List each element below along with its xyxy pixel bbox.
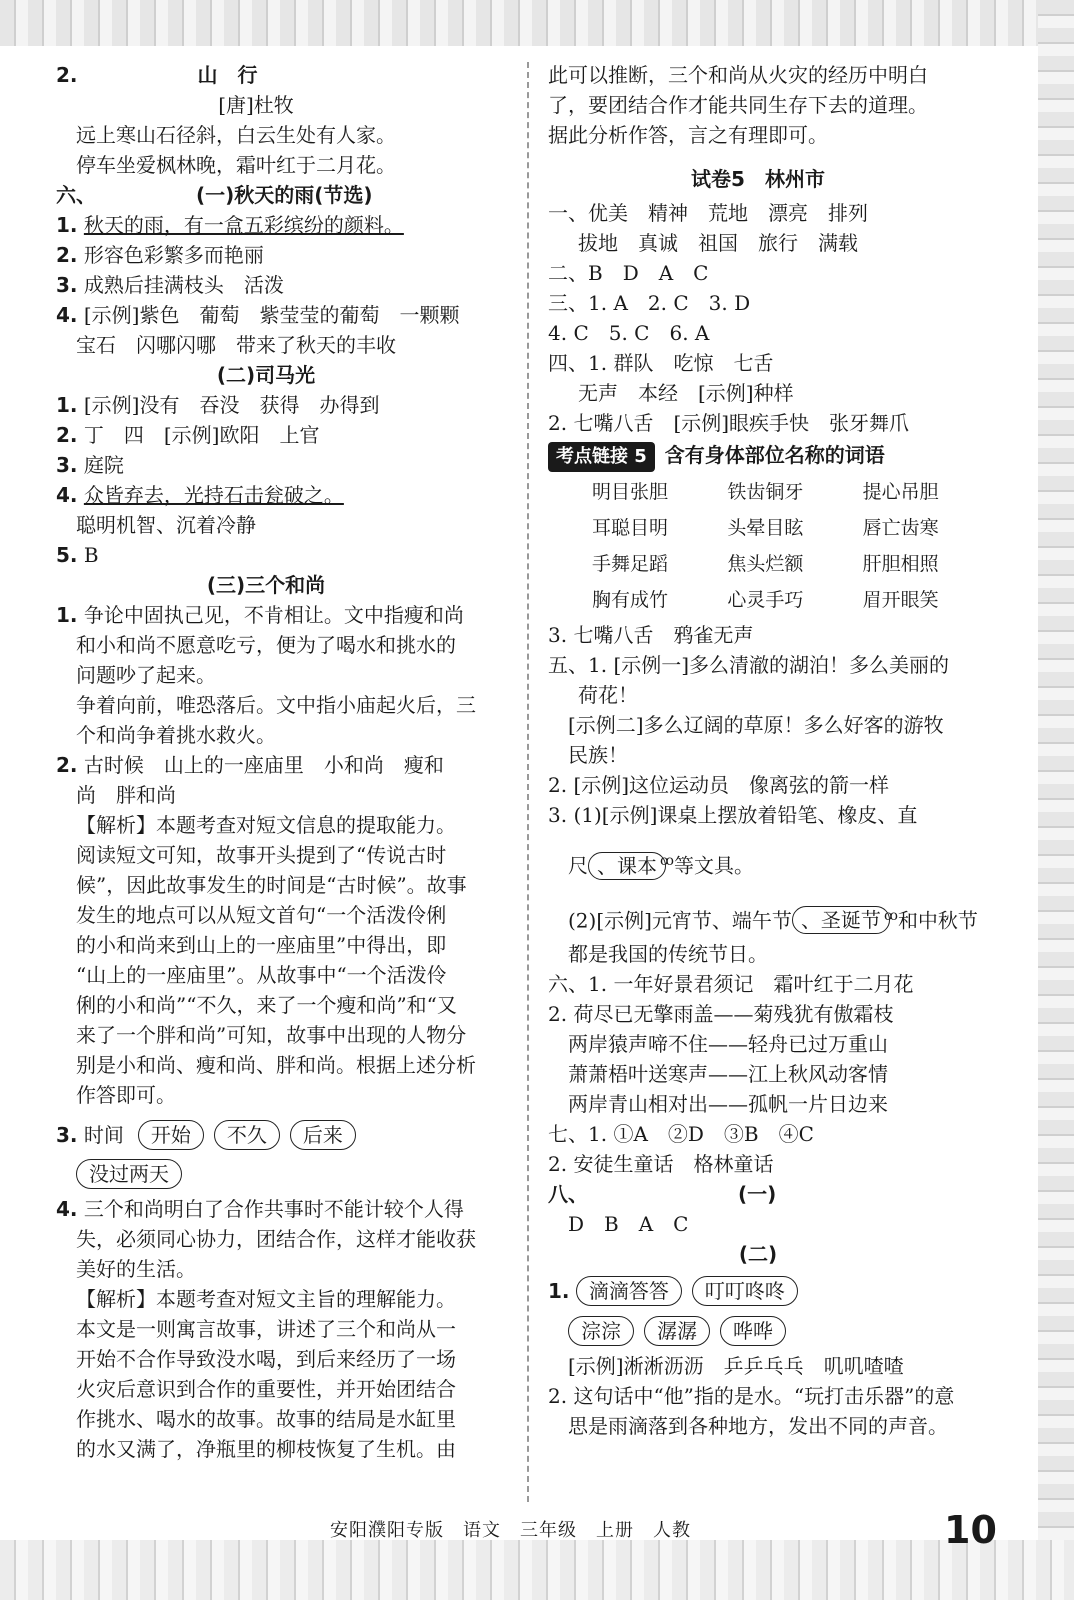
idiom: 手舞足蹈 xyxy=(592,553,669,575)
idiom: 唇亡齿寒 xyxy=(862,517,939,539)
answer-line: 1. 争论中固执己见，不肯相让。文中指瘦和尚 xyxy=(56,603,464,627)
answer-line-ovals: 1. 滴滴答答 叮叮咚咚 xyxy=(548,1271,1018,1311)
answer-line: 民族！ xyxy=(568,743,628,767)
poem-title-line: 2. 山 行 xyxy=(56,63,258,87)
answer-line-ovals: 3. 时间 开始 不久 后来 xyxy=(56,1116,516,1154)
oval-insertion: 、课本 xyxy=(588,852,666,880)
decorative-border-right xyxy=(1038,0,1074,1600)
answer-line: 3. 成熟后挂满枝头 活泼 xyxy=(56,273,284,297)
answer-line-ovals xyxy=(548,1311,1018,1351)
answer-line: 聪明机智、沉着冷静 xyxy=(76,513,256,537)
answer-line: 3. 七嘴八舌 鸦雀无声 xyxy=(548,623,754,647)
analysis-line: 了，要团结合作才能共同生存下去的道理。 xyxy=(548,93,928,117)
section-heading: 八、 (一) xyxy=(548,1182,777,1207)
analysis-line: 阅读短文可知，故事开头提到了“传说古时 xyxy=(76,843,447,867)
answer-line: 4. C 5. C 6. A xyxy=(548,321,710,345)
oval-answer: 滴滴答答 xyxy=(576,1276,682,1306)
answer-line: 1. 秋天的雨，有一盒五彩缤纷的颜料。 xyxy=(56,213,404,237)
answer-line: 争着向前，唯恐落后。文中指小庙起火后，三 xyxy=(76,693,476,717)
answer-line: 4. [示例]紫色 葡萄 紫莹莹的葡萄 一颗颗 xyxy=(56,303,460,327)
analysis-line: 来了一个胖和尚”可知，故事中出现的人物分 xyxy=(76,1023,467,1047)
analysis-line: 发生的地点可以从短文首句“一个活泼伶俐 xyxy=(76,903,447,927)
answer-line: 2. 七嘴八舌 [示例]眼疾手快 张牙舞爪 xyxy=(548,411,910,435)
answer-line: [示例]淅淅沥沥 乒乒乓乓 叽叽喳喳 xyxy=(568,1354,904,1379)
oval-answer: 叮叮咚咚 xyxy=(692,1276,798,1306)
oval-answer: 没过两天 xyxy=(76,1159,182,1189)
oval-answer: 后来 xyxy=(290,1120,356,1150)
answer-line: 六、1. 一年好景君须记 霜叶红于二月花 xyxy=(548,972,914,997)
idiom: 焦头烂额 xyxy=(727,553,804,575)
answer-line: 4. 众皆弃去，光持石击瓮破之。 xyxy=(56,483,344,507)
answer-line: 宝石 闪哪闪哪 带来了秋天的丰收 xyxy=(76,333,396,357)
answer-line: 2. [示例]这位运动员 像离弦的箭一样 xyxy=(548,773,890,797)
oval-answer: 潺潺 xyxy=(644,1316,710,1346)
answer-line: 2. 丁 四 [示例]欧阳 上官 xyxy=(56,423,320,447)
analysis-line: 开始不合作导致没水喝，到后来经历了一场 xyxy=(76,1347,456,1371)
decorative-border-bottom xyxy=(0,1540,1074,1600)
answer-line-ovals: (2)[示例]元宵节、端午节 、圣诞节 ꝏ和中秋节 xyxy=(548,897,1018,940)
left-column xyxy=(56,60,516,1464)
poem-line: 远上寒山石径斜，白云生处有人家。 xyxy=(76,123,396,147)
analysis-line: 本文是一则寓言故事，讲述了三个和尚从一 xyxy=(76,1317,456,1341)
answer-line: 尚 胖和尚 xyxy=(76,783,176,807)
answer-line: 问题吵了起来。 xyxy=(76,663,216,687)
answer-line: 一、优美 精神 荒地 漂亮 排列 xyxy=(548,201,868,225)
answer-line-ovals: 尺 、课本 ꝏ等文具。 xyxy=(548,842,1018,885)
analysis-line: 【解析】本题考查对短文主旨的理解能力。 xyxy=(76,1287,456,1311)
idiom: 胸有成竹 xyxy=(592,589,669,611)
analysis-line: “山上的一座庙里”。从故事中“一个活泼伶 xyxy=(76,963,447,987)
section-heading: 六、 (一)秋天的雨(节选) xyxy=(56,183,373,207)
answer-line: 2. 安徒生童话 格林童话 xyxy=(548,1152,774,1177)
right-column xyxy=(548,60,1018,1441)
analysis-line: 的水又满了，净瓶里的柳枝恢复了生机。由 xyxy=(76,1437,456,1461)
column-divider xyxy=(527,62,529,1502)
answer-line: 2. 形容色彩繁多而艳丽 xyxy=(56,243,264,267)
page-number: 10 xyxy=(944,1508,997,1552)
analysis-line: 据此分析作答，言之有理即可。 xyxy=(548,123,828,147)
answer-line: 无声 本经 [示例]种样 xyxy=(578,381,794,405)
answer-line: D B A C xyxy=(568,1212,689,1237)
answer-line: 三、1. A 2. C 3. D xyxy=(548,291,751,315)
answer-line: 拔地 真诚 祖国 旅行 满载 xyxy=(578,231,858,255)
analysis-line: 俐的小和尚”“不久，来了一个瘦和尚”和“又 xyxy=(76,993,457,1017)
answer-line: 2. 古时候 山上的一座庙里 小和尚 瘦和 xyxy=(56,753,444,777)
section-heading: (三)三个和尚 xyxy=(206,573,326,597)
answer-line: 美好的生活。 xyxy=(76,1257,196,1281)
answer-line: 都是我国的传统节日。 xyxy=(568,942,768,967)
answer-line: 两岸猿声啼不住——轻舟已过万重山 xyxy=(568,1032,888,1057)
answer-line: 二、B D A C xyxy=(548,261,709,285)
section-heading: (二)司马光 xyxy=(216,363,316,387)
decorative-border-top xyxy=(0,0,1074,46)
idiom: 铁齿铜牙 xyxy=(727,481,804,503)
paper-title: 试卷5 林州市 xyxy=(691,167,825,191)
analysis-line: 的小和尚来到山上的一座庙里”中得出，即 xyxy=(76,933,447,957)
poem-title: 山 行 xyxy=(197,63,258,87)
answer-line: 4. 三个和尚明白了合作共事时不能计较个人得 xyxy=(56,1197,464,1221)
answer-line: 失，必须同心协力，团结合作，这样才能收获 xyxy=(76,1227,476,1251)
answer-line: 2. 荷尽已无擎雨盖——菊残犹有傲霜枝 xyxy=(548,1002,894,1027)
idiom: 提心吊胆 xyxy=(862,481,939,503)
answer-line: 1. [示例]没有 吞没 获得 办得到 xyxy=(56,393,380,417)
knowledge-link xyxy=(548,440,1018,472)
section-heading: (二) xyxy=(738,1242,778,1267)
answer-line: 两岸青山相对出——孤帆一片日边来 xyxy=(568,1092,888,1117)
analysis-line: 别是小和尚、瘦和尚、胖和尚。根据上述分析 xyxy=(76,1053,476,1077)
oval-answer: 淙淙 xyxy=(568,1316,634,1346)
answer-line: 七、1. ①A ②D ③B ④C xyxy=(548,1122,814,1147)
answer-line: 3. (1)[示例]课桌上摆放着铅笔、橡皮、直 xyxy=(548,803,918,827)
analysis-line: 作答即可。 xyxy=(76,1083,176,1107)
analysis-line: 火灾后意识到合作的重要性，并开始团结合 xyxy=(76,1377,456,1401)
answer-line: 四、1. 群队 吃惊 七舌 xyxy=(548,351,774,375)
answer-line: 3. 庭院 xyxy=(56,453,124,477)
answer-line: 思是雨滴落到各种地方，发出不同的声音。 xyxy=(568,1414,948,1439)
answer-line: 2. 这句话中“他”指的是水。“玩打击乐器”的意 xyxy=(548,1384,955,1409)
answer-line: 个和尚争着挑水救火。 xyxy=(76,723,276,747)
idiom: 明目张胆 xyxy=(592,481,669,503)
oval-answer: 开始 xyxy=(138,1120,204,1150)
answer-line: 和小和尚不愿意吃亏，便为了喝水和挑水的 xyxy=(76,633,456,657)
page-footer xyxy=(0,1508,1074,1552)
oval-answer: 哗哗 xyxy=(720,1316,786,1346)
idiom: 耳聪目明 xyxy=(592,517,669,539)
idiom: 眉开眼笑 xyxy=(862,589,939,611)
idiom-grid xyxy=(548,476,1018,616)
idiom: 头晕目眩 xyxy=(727,517,804,539)
insertion-mark-icon: ꝏ xyxy=(883,907,898,924)
analysis-line: 作挑水、喝水的故事。故事的结局是水缸里 xyxy=(76,1407,456,1431)
answer-line: [示例二]多么辽阔的草原！多么好客的游牧 xyxy=(568,713,944,737)
footer-edition: 安阳濮阳专版 语文 三年级 上册 人教 xyxy=(330,1520,691,1541)
answer-line: 荷花！ xyxy=(578,683,638,707)
answer-line: 五、1. [示例一]多么清澈的湖泊！多么美丽的 xyxy=(548,653,950,677)
knowledge-link-title: 含有身体部位名称的词语 xyxy=(664,443,885,467)
knowledge-link-badge: 考点链接 5 xyxy=(548,442,655,472)
poem-line: 停车坐爱枫林晚，霜叶红于二月花。 xyxy=(76,153,396,177)
oval-answer: 不久 xyxy=(214,1120,280,1150)
oval-insertion: 、圣诞节 xyxy=(792,906,890,934)
idiom: 肝胆相照 xyxy=(862,553,939,575)
answer-line: 萧萧梧叶送寒声——江上秋风动客情 xyxy=(568,1062,888,1087)
analysis-line: 候”，因此故事发生的时间是“古时候”。故事 xyxy=(76,873,467,897)
answer-line: 5. B xyxy=(56,543,99,567)
analysis-line: 【解析】本题考查对短文信息的提取能力。 xyxy=(76,813,456,837)
poem-author: [唐]杜牧 xyxy=(218,93,294,117)
insertion-mark-icon: ꝏ xyxy=(660,853,674,869)
analysis-line: 此可以推断，三个和尚从火灾的经历中明白 xyxy=(548,63,928,87)
idiom: 心灵手巧 xyxy=(727,589,804,611)
answer-line-ovals xyxy=(56,1154,516,1194)
